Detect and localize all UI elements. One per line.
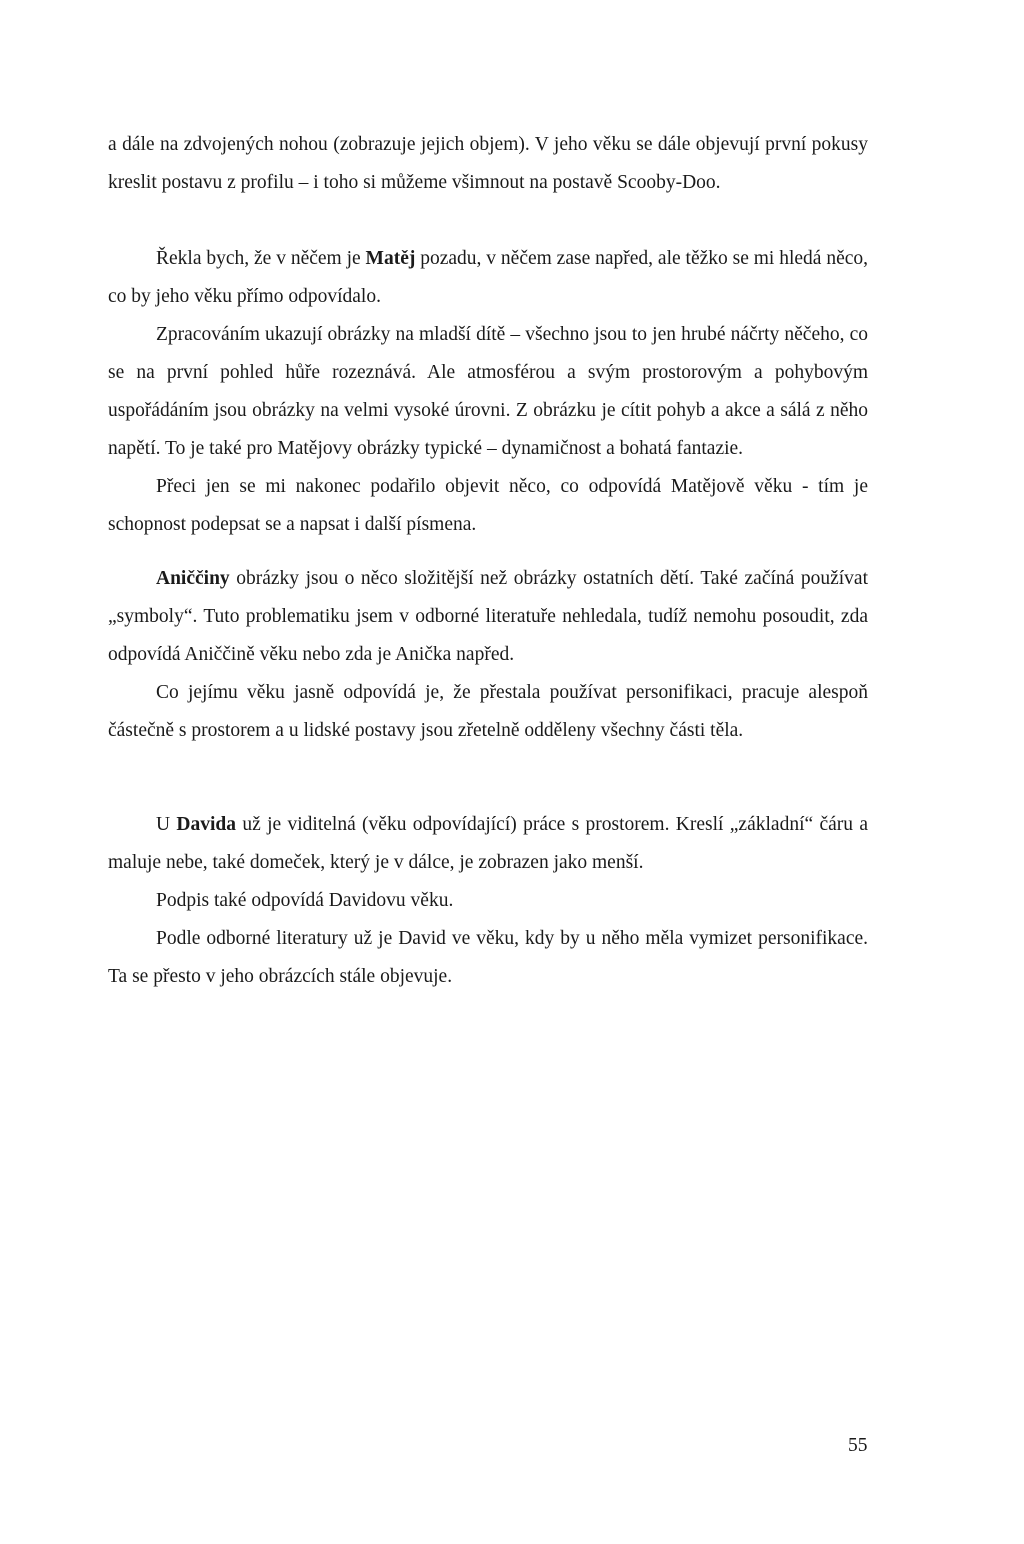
paragraph-matej-intro xyxy=(108,240,868,316)
paragraph-matej-drawings: Zpracováním ukazují obrázky na mladší dítě – všechno jsou to jen hrubé náčrty něčeho, co se na první pohled hůře rozeznává. Ale atmosférou a svým prostorovým a pohybovým uspořádáním jsou obrázky na velmi vysoké úrovni. Z obrázku je cítit pohyb a akce a sálá z něho napětí. To je také pro Matějovy obrázky typické – dynamičnost a bohatá fantazie. xyxy=(108,324,868,459)
paragraph-text: Řekla bych, že v něčem je xyxy=(156,248,366,269)
child-name-matej: Matěj xyxy=(365,248,416,269)
paragraph-anicka-age: Co jejímu věku jasně odpovídá je, že přestala používat personifikaci, pracuje alespoň částečně s prostorem a u lidské postavy jsou zřetelně odděleny všechny části těla. xyxy=(108,682,868,741)
paragraph-text: už je viditelná (věku odpovídající) práce s prostorem. Kreslí „základní“ čáru a maluje nebe, také domeček, který je v dálce, je zobrazen jako menší. xyxy=(108,814,868,873)
paragraph-david-intro xyxy=(108,806,868,882)
paragraph-david-signature: Podpis také odpovídá Davidovu věku. xyxy=(156,890,454,911)
page-body xyxy=(108,126,868,996)
paragraph-text: obrázky jsou o něco složitější než obrázky ostatních dětí. Také začíná používat „symboly“. Tuto problematiku jsem v odborné literatuře nehledala, tudíž nemohu posoudit, zda odpovídá Aniččině věku nebo zda je Anička napřed. xyxy=(108,568,868,665)
page-number: 55 xyxy=(848,1435,868,1456)
spacer xyxy=(108,750,868,806)
spacer xyxy=(108,544,868,560)
paragraph-matej-signature: Přeci jen se mi nakonec podařilo objevit něco, co odpovídá Matějově věku - tím je schopnost podepsat se a napsat i další písmena. xyxy=(108,476,868,535)
child-name-anicka: Aniččiny xyxy=(156,568,230,589)
paragraph-david-personification: Podle odborné literatury už je David ve věku, kdy by u něho měla vymizet personifikace. Ta se přesto v jeho obrázcích stále objevuje. xyxy=(108,928,868,987)
child-name-david: Davida xyxy=(176,814,237,835)
spacer xyxy=(108,202,868,240)
paragraph-continuation: a dále na zdvojených nohou (zobrazuje jejich objem). V jeho věku se dále objevují první pokusy kreslit postavu z profilu – i toho si můžeme všimnout na postavě Scooby-Doo. xyxy=(108,134,868,193)
paragraph-anicka-intro xyxy=(108,560,868,674)
paragraph-text: U xyxy=(156,814,177,835)
paragraph-text: pozadu, v něčem zase napřed, ale těžko se mi hledá něco, co by jeho věku přímo odpovídalo. xyxy=(108,248,869,307)
